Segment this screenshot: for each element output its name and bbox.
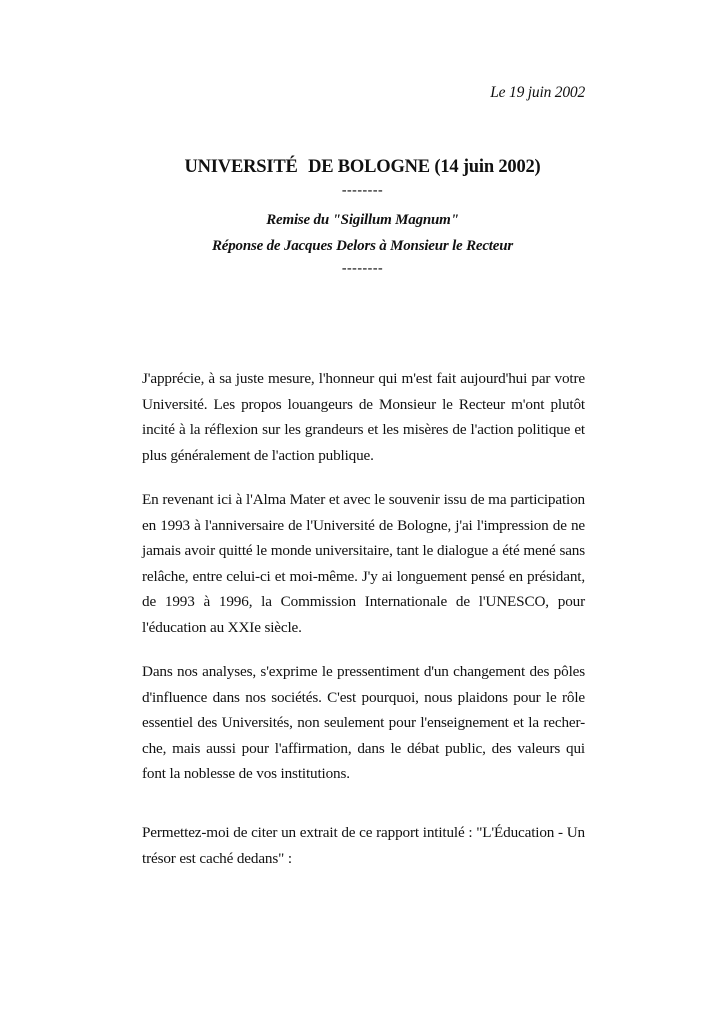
subtitle-response: Réponse de Jacques Delors à Monsieur le Recteur <box>211 238 513 254</box>
separator-bottom: -------- <box>341 261 384 276</box>
paragraph-4: Permettez-moi de citer un extrait de ce rapport intitulé : "L'Éducation - Un trésor est caché dedans" : <box>142 824 585 867</box>
title-university: UNIVERSITÉ <box>184 157 298 177</box>
subtitle-ceremony: Remise du "Sigillum Magnum" <box>266 212 459 228</box>
paragraph-3: Dans nos analyses, s'exprime le pressentiment d'un changement des pôles d'influence dans nos sociétés. C'est pourquoi, nous plaidons pour le rôle essentiel des Universités, non seulement pour l'enseignement et la recher-che, mais aussi pour l'affirmation, dans le débat public, des valeurs qui font la noblesse de vos institutions. <box>142 663 585 783</box>
paragraph-1: J'apprécie, à sa juste mesure, l'honneur qui m'est fait aujourd'hui par votre Université. Les propos louangeurs de Monsieur le Recteur m'ont plutôt incité à la réflexion sur les grandeurs et les misères de l'action politique et plus généralement de l'action publique. <box>142 370 585 464</box>
title-rest: DE BOLOGNE (14 juin 2002) <box>308 157 541 177</box>
separator-top: -------- <box>341 183 384 198</box>
document-title <box>0 157 725 178</box>
document-date: Le 19 juin 2002 <box>490 84 585 101</box>
paragraph-2: En revenant ici à l'Alma Mater et avec le souvenir issu de ma participation en 1993 à l'anniversaire de l'Université de Bologne, j'ai l'impression de ne jamais avoir quitté le monde universitaire, tant le dialogue a été mené sans relâche, entre celui-ci et moi-même. J'y ai longuement pensé en présidant, de 1993 à 1996, la Commission Internationale de l'UNESCO, pour l'éducation au XXIe siècle. <box>142 491 585 636</box>
